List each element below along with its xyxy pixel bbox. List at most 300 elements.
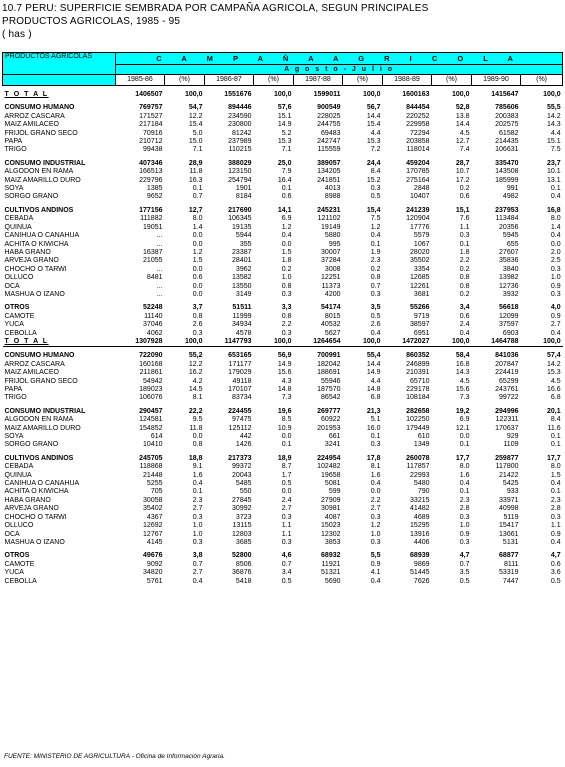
- hectares-cell: 5627: [324, 329, 341, 337]
- percent-cell: 9.1: [192, 463, 203, 471]
- percent-cell: 1.2: [370, 522, 381, 530]
- percent-cell: 2.2: [281, 321, 292, 329]
- row-label: CAMOTE: [4, 312, 35, 320]
- hectares-cell: 335470: [495, 159, 519, 167]
- percent-cell: 0.1: [550, 185, 561, 193]
- percent-cell: 2.3: [550, 496, 561, 504]
- percent-cell: 0.7: [192, 193, 203, 201]
- row-label: MAIZ AMARILLO DURO: [4, 176, 81, 184]
- hectares-cell: 4367: [146, 513, 163, 521]
- percent-cell: 0.1: [370, 433, 381, 441]
- percent-cell: 2.7: [550, 321, 561, 329]
- percent-cell: 0.6: [459, 193, 470, 201]
- hectares-cell: 20043: [232, 471, 252, 479]
- percent-cell: 7.5: [370, 215, 381, 223]
- hectares-cell: 53319: [499, 569, 519, 577]
- percent-cell: 0.8: [281, 312, 292, 320]
- hectares-cell: 4087: [324, 513, 341, 521]
- percent-cell: 15.3: [277, 138, 292, 146]
- hectares-cell: 8015: [324, 312, 341, 320]
- percent-cell: 0.4: [281, 232, 292, 240]
- total-row: [3, 91, 563, 99]
- percent-cell: 0.6: [192, 274, 203, 282]
- hectares-cell: 991: [506, 185, 519, 193]
- percent-cell: 0.4: [192, 577, 203, 585]
- row-label: SORGO GRANO: [4, 193, 59, 201]
- hectares-cell: 61582: [499, 129, 519, 137]
- table-row: [3, 146, 563, 154]
- hectares-cell: ...: [156, 240, 163, 248]
- hectares-cell: 700991: [317, 352, 341, 360]
- hectares-cell: 210391: [406, 369, 430, 377]
- hectares-cell: 1426: [235, 441, 252, 449]
- hectares-cell: 35836: [499, 257, 519, 265]
- hectares-cell: 41482: [410, 505, 430, 513]
- hectares-cell: 3008: [324, 265, 341, 273]
- hectares-cell: 220252: [406, 112, 430, 120]
- hectares-cell: 1901: [235, 185, 252, 193]
- percent-cell: 20,1: [546, 407, 561, 415]
- percent-cell: 4.2: [192, 377, 203, 385]
- hectares-cell: 56618: [499, 304, 519, 312]
- hectares-cell: 12736: [499, 282, 519, 290]
- table-row: [3, 578, 563, 586]
- percent-cell: 0.0: [281, 240, 292, 248]
- hectares-cell: 4578: [235, 329, 252, 337]
- percent-cell: 58,4: [455, 352, 470, 360]
- hectares-cell: 4013: [324, 185, 341, 193]
- percent-cell: 1.9: [370, 248, 381, 256]
- column-header: (%): [254, 75, 294, 86]
- percent-cell: 1.4: [550, 223, 561, 231]
- percent-cell: 0.3: [459, 538, 470, 546]
- hectares-cell: 16387: [143, 248, 163, 256]
- hectares-cell: 210712: [139, 138, 163, 146]
- percent-cell: 1.8: [281, 257, 292, 265]
- hectares-cell: 40998: [499, 505, 519, 513]
- percent-cell: 1.2: [370, 223, 381, 231]
- hectares-cell: 9719: [413, 312, 430, 320]
- column-header: 1989-90: [472, 75, 521, 86]
- hectares-cell: 355: [239, 240, 252, 248]
- hectares-cell: 1415647: [491, 91, 519, 98]
- percent-cell: 0.4: [550, 193, 561, 201]
- hectares-cell: 550: [239, 488, 252, 496]
- percent-cell: 0.6: [459, 312, 470, 320]
- hectares-cell: 189023: [139, 386, 163, 393]
- percent-cell: 2.7: [192, 505, 203, 513]
- row-label: OTROS: [4, 304, 30, 312]
- percent-cell: 2.2: [459, 257, 470, 265]
- table-row: [3, 249, 563, 257]
- percent-cell: 0.3: [550, 513, 561, 521]
- percent-cell: 23,7: [546, 159, 561, 167]
- percent-cell: 3.4: [281, 569, 292, 577]
- row-label: PAPA: [4, 386, 23, 393]
- hectares-cell: 154852: [139, 424, 163, 432]
- hectares-cell: 9869: [413, 560, 430, 568]
- hectares-cell: 5255: [146, 480, 163, 488]
- hectares-cell: 1264654: [294, 338, 343, 347]
- hectares-cell: 106631: [495, 146, 519, 154]
- hectares-cell: 785606: [495, 104, 519, 112]
- hectares-cell: 294996: [495, 407, 519, 415]
- percent-cell: 1.2: [192, 248, 203, 256]
- hectares-cell: 459204: [406, 159, 430, 167]
- hectares-cell: 244755: [317, 121, 341, 129]
- percent-cell: 1.0: [281, 274, 292, 282]
- hectares-cell: 34820: [143, 569, 163, 577]
- hectares-cell: 201953: [317, 424, 341, 432]
- hectares-cell: 224954: [317, 454, 341, 462]
- hectares-cell: 99372: [232, 463, 252, 471]
- table-row: [3, 505, 563, 513]
- percent-cell: 22,2: [188, 407, 203, 415]
- percent-cell: 3.5: [459, 569, 470, 577]
- percent-cell: 0.5: [550, 577, 561, 585]
- percent-cell: 13.1: [546, 176, 561, 184]
- row-label: QUINUA: [4, 223, 32, 231]
- document-title: [2, 2, 429, 41]
- percent-cell: 2.7: [192, 569, 203, 577]
- percent-cell: 5.1: [370, 416, 381, 424]
- hectares-cell: 790: [417, 488, 430, 496]
- percent-cell: 6.9: [459, 416, 470, 424]
- table-row: [3, 394, 563, 402]
- percent-cell: 100,0: [343, 338, 383, 347]
- percent-cell: 0.1: [550, 441, 561, 449]
- percent-cell: 4.5: [550, 377, 561, 385]
- percent-cell: 0.2: [370, 265, 381, 273]
- row-label: CEBOLLA: [4, 329, 37, 337]
- percent-cell: 2.4: [459, 321, 470, 329]
- percent-cell: 15,4: [366, 206, 381, 214]
- hectares-cell: 60922: [321, 416, 341, 424]
- percent-cell: 2.8: [550, 505, 561, 513]
- table-row: [3, 113, 563, 121]
- table-row: [3, 472, 563, 480]
- hectares-cell: 12803: [232, 530, 252, 538]
- table-row: [3, 177, 563, 185]
- hectares-cell: 33215: [410, 496, 430, 504]
- hectares-cell: 1464788: [472, 338, 521, 347]
- percent-cell: 2.7: [281, 505, 292, 513]
- percent-cell: 1.8: [459, 248, 470, 256]
- percent-cell: 16.2: [188, 369, 203, 377]
- percent-cell: 15.2: [366, 176, 381, 184]
- percent-cell: 0.1: [459, 240, 470, 248]
- hectares-cell: 13550: [232, 282, 252, 290]
- hectares-cell: 1307928: [116, 338, 165, 347]
- table-row: [3, 168, 563, 176]
- hectares-cell: 653165: [228, 352, 252, 360]
- table-row: [3, 514, 563, 522]
- row-label: MASHUA O IZANO: [4, 538, 65, 546]
- group-row: [3, 160, 563, 168]
- percent-cell: 4.1: [370, 569, 381, 577]
- hectares-cell: 27845: [232, 496, 252, 504]
- row-label: CEBOLLA: [4, 577, 37, 585]
- row-label: FRIJOL GRANO SECO: [4, 129, 78, 137]
- table-row: [3, 313, 563, 321]
- hectares-cell: 214435: [495, 138, 519, 146]
- percent-cell: 0.9: [550, 312, 561, 320]
- row-label: CONSUMO HUMANO: [4, 104, 75, 112]
- hectares-cell: 229178: [406, 386, 430, 393]
- group-row: [3, 207, 563, 215]
- hectares-cell: 33971: [499, 496, 519, 504]
- hectares-cell: 15023: [321, 522, 341, 530]
- hectares-cell: 13916: [410, 530, 430, 538]
- title-line-units: ( has ): [2, 29, 32, 40]
- table-row: [3, 232, 563, 240]
- row-label: ALGODON EN RAMA: [4, 416, 74, 424]
- percent-cell: 0.8: [459, 282, 470, 290]
- hectares-cell: 245705: [139, 454, 163, 462]
- row-label: FRIJOL GRANO SECO: [4, 377, 78, 385]
- hectares-cell: 21055: [143, 257, 163, 265]
- percent-cell: 0.3: [550, 290, 561, 298]
- hectares-cell: ...: [156, 265, 163, 273]
- percent-cell: 1.1: [281, 522, 292, 530]
- hectares-cell: 28020: [410, 248, 430, 256]
- percent-cell: 1.6: [192, 471, 203, 479]
- hectares-cell: 234590: [228, 112, 252, 120]
- percent-cell: 15.6: [277, 369, 292, 377]
- percent-cell: 0.3: [550, 265, 561, 273]
- percent-cell: 19,2: [455, 407, 470, 415]
- hectares-cell: 52800: [232, 552, 252, 560]
- percent-cell: 3,3: [281, 304, 292, 312]
- percent-cell: 16.8: [455, 360, 470, 368]
- hectares-cell: 282658: [406, 407, 430, 415]
- hectares-cell: 72294: [410, 129, 430, 137]
- percent-cell: 0.3: [192, 538, 203, 546]
- percent-cell: 14.4: [366, 360, 381, 368]
- hectares-cell: 27909: [321, 496, 341, 504]
- hectares-cell: 229958: [406, 121, 430, 129]
- percent-cell: 0.2: [281, 265, 292, 273]
- group-row: [3, 408, 563, 416]
- table-row: [3, 539, 563, 547]
- hectares-cell: ...: [156, 282, 163, 290]
- percent-cell: 1.1: [459, 223, 470, 231]
- percent-cell: 17.2: [455, 176, 470, 184]
- hectares-cell: 237989: [228, 138, 252, 146]
- hectares-cell: 49676: [143, 552, 163, 560]
- percent-cell: 6.8: [370, 394, 381, 402]
- hectares-cell: 37597: [499, 321, 519, 329]
- hectares-cell: 171177: [228, 360, 252, 368]
- percent-cell: 2.3: [459, 496, 470, 504]
- percent-cell: 0.4: [370, 232, 381, 240]
- hectares-cell: ...: [156, 232, 163, 240]
- percent-cell: 1.1: [550, 522, 561, 530]
- hectares-cell: 5945: [502, 232, 519, 240]
- hectares-cell: 106345: [228, 215, 252, 223]
- column-header: 1986-87: [205, 75, 254, 86]
- percent-cell: 1.0: [192, 522, 203, 530]
- percent-cell: 12,7: [188, 206, 203, 214]
- hectares-cell: ...: [156, 290, 163, 298]
- hectares-cell: 8481: [146, 274, 163, 282]
- percent-cell: 1.7: [281, 471, 292, 479]
- row-label: TRIGO: [4, 394, 27, 402]
- hectares-cell: 37046: [143, 321, 163, 329]
- hectares-cell: 122311: [495, 416, 519, 424]
- hectares-cell: 12685: [410, 274, 430, 282]
- percent-cell: 19,6: [277, 407, 292, 415]
- hectares-cell: 12302: [321, 530, 341, 538]
- source-footer: FUENTE: MINISTERIO DE AGRICULTURA - Oficina de Información Agraria.: [4, 753, 225, 760]
- table-row: [3, 224, 563, 232]
- percent-cell: 11.8: [189, 168, 203, 176]
- percent-cell: 0.3: [281, 538, 292, 546]
- hectares-cell: 170637: [495, 424, 519, 432]
- percent-cell: 7.6: [459, 215, 470, 223]
- percent-cell: 12.7: [455, 138, 470, 146]
- percent-cell: 0.3: [281, 329, 292, 337]
- row-label: ACHITA O KIWICHA: [4, 488, 69, 496]
- hectares-cell: 2848: [413, 185, 430, 193]
- row-label: CULTIVOS ANDINOS: [4, 454, 74, 462]
- row-label: CAMOTE: [4, 560, 35, 568]
- percent-cell: 15.0: [188, 138, 203, 146]
- percent-cell: 17,7: [455, 454, 470, 462]
- hectares-cell: 19149: [321, 223, 341, 231]
- group-row: [3, 552, 563, 560]
- percent-cell: 3,5: [370, 304, 381, 312]
- percent-cell: 17,8: [366, 454, 381, 462]
- hectares-cell: 5418: [235, 577, 252, 585]
- percent-cell: 0.8: [192, 312, 203, 320]
- hectares-cell: 97475: [232, 416, 252, 424]
- percent-cell: 7.9: [281, 168, 292, 176]
- percent-cell: 2.6: [370, 321, 381, 329]
- table-row: [3, 193, 563, 201]
- row-label: OLLUCO: [4, 522, 34, 530]
- percent-cell: 0.3: [281, 513, 292, 521]
- row-label: CEBADA: [4, 215, 34, 223]
- hectares-cell: 188691: [317, 369, 341, 377]
- percent-cell: 7.1: [192, 146, 203, 154]
- group-row: [3, 104, 563, 112]
- percent-cell: 2.7: [370, 505, 381, 513]
- percent-cell: 100,0: [273, 91, 292, 98]
- hectares-cell: 610: [417, 433, 430, 441]
- percent-cell: 15,1: [455, 206, 470, 214]
- hectares-cell: 30981: [321, 505, 341, 513]
- hectares-cell: 51511: [232, 304, 252, 312]
- title-line-2: PRODUCTOS AGRICOLAS, 1985 - 95: [2, 16, 181, 27]
- hectares-cell: 124581: [139, 416, 163, 424]
- hectares-cell: 769757: [139, 104, 163, 112]
- percent-cell: 0.1: [281, 441, 292, 449]
- row-label: T O T A L: [4, 91, 49, 98]
- hectares-cell: 9092: [146, 560, 163, 568]
- hectares-cell: 995: [328, 240, 341, 248]
- percent-cell: 8.1: [370, 463, 381, 471]
- group-row: [3, 304, 563, 312]
- hectares-cell: 160168: [139, 360, 163, 368]
- percent-cell: 100,0: [521, 338, 563, 347]
- percent-cell: 2.3: [192, 496, 203, 504]
- hectares-cell: 3354: [413, 265, 430, 273]
- percent-cell: 9.5: [192, 416, 203, 424]
- column-header: (%): [165, 75, 205, 86]
- percent-cell: 6.8: [550, 394, 561, 402]
- hectares-cell: 8506: [235, 560, 252, 568]
- hectares-cell: 3241: [324, 441, 341, 449]
- percent-cell: 10.1: [546, 168, 561, 176]
- table-row: [3, 361, 563, 369]
- percent-cell: 5.2: [281, 129, 292, 137]
- hectares-cell: 30058: [143, 496, 163, 504]
- hectares-cell: 12099: [499, 312, 519, 320]
- percent-cell: 0.4: [550, 538, 561, 546]
- hectares-cell: 11921: [321, 560, 341, 568]
- hectares-cell: 4406: [413, 538, 430, 546]
- percent-cell: 8.1: [192, 394, 203, 402]
- hectares-cell: 407346: [139, 159, 163, 167]
- percent-cell: 16.4: [277, 176, 292, 184]
- percent-cell: 57,4: [546, 352, 561, 360]
- row-label: ARROZ CASCARA: [4, 360, 65, 368]
- percent-cell: 16,8: [546, 206, 561, 214]
- hectares-cell: 19135: [232, 223, 252, 231]
- header-blank-cell: [3, 75, 116, 86]
- hectares-cell: 65299: [499, 377, 519, 385]
- row-label: PAPA: [4, 138, 23, 146]
- percent-cell: 2.0: [550, 248, 561, 256]
- hectares-cell: 28401: [232, 257, 252, 265]
- table-row: [3, 561, 563, 569]
- row-label: CHOCHO O TARWI: [4, 513, 67, 521]
- hectares-cell: 20356: [499, 223, 519, 231]
- table-row: [3, 441, 563, 449]
- hectares-cell: 11140: [144, 312, 163, 320]
- hectares-cell: 121102: [317, 215, 341, 223]
- hectares-cell: 12251: [321, 274, 341, 282]
- percent-cell: 0.4: [370, 577, 381, 585]
- table-row: [3, 369, 563, 377]
- hectares-cell: 5425: [502, 480, 519, 488]
- hectares-cell: 224419: [495, 369, 519, 377]
- table-row: [3, 266, 563, 274]
- percent-cell: 0.5: [281, 577, 292, 585]
- column-header: 1987-88: [294, 75, 343, 86]
- percent-cell: 0.0: [281, 433, 292, 441]
- hectares-cell: 4982: [502, 193, 519, 201]
- hectares-cell: 3685: [235, 538, 252, 546]
- row-label: MAIZ AMARILLO DURO: [4, 424, 81, 432]
- row-label: SOYA: [4, 185, 24, 193]
- hectares-cell: 7626: [413, 577, 430, 585]
- hectares-cell: 841036: [495, 352, 519, 360]
- hectares-cell: 86542: [321, 394, 341, 402]
- percent-cell: 4.5: [459, 377, 470, 385]
- table-row: [3, 130, 563, 138]
- percent-cell: 0.8: [459, 274, 470, 282]
- percent-cell: 13.8: [455, 112, 470, 120]
- percent-cell: 4,6: [281, 552, 292, 560]
- column-header: (%): [521, 75, 563, 86]
- hectares-cell: 4145: [146, 538, 163, 546]
- hectares-cell: 55266: [410, 304, 430, 312]
- hectares-cell: 200383: [495, 112, 519, 120]
- hectares-cell: 3962: [235, 265, 252, 273]
- hectares-cell: 99438: [143, 146, 163, 154]
